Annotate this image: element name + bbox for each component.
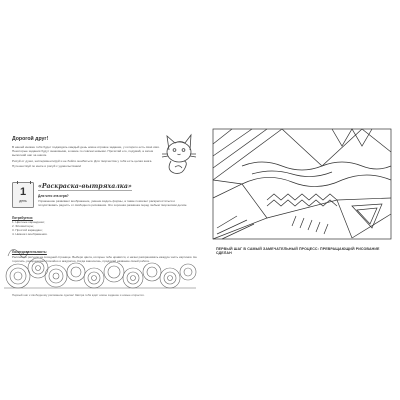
intro-paragraph: В нашей книжке тебя будет поджидать каждый день новое игровое задание, у которого есть своё имя. Некоторые задания будут знакомыми, а какие-то совсем новыми. Прочитай его, подумай, а затем выполняй шаг за шагом. xyxy=(12,145,160,158)
intro-text xyxy=(12,145,162,170)
day-number: 1 xyxy=(19,186,27,198)
day-badge xyxy=(12,182,34,208)
purpose-heading: Для чего эта игра? xyxy=(38,194,69,198)
right-page xyxy=(200,0,400,400)
day-label: день xyxy=(19,199,27,203)
coloring-page-illustration xyxy=(212,128,392,240)
list-item: 2. Фломастеры; xyxy=(12,223,34,228)
calendar-page-icon xyxy=(17,181,31,184)
steps-heading: Последовательность: xyxy=(12,250,47,254)
steps-text: Рассмотри рисунок на соседней странице. Выбери цвета, которые тебе нравятся, и начни раскрашивать каждую часть картинки. Не торопись, раскрашивай спокойно и аккуратно. Когда закончишь, придумай название своей работе. xyxy=(12,255,197,263)
cat-mascot-illustration xyxy=(160,128,198,176)
list-item: 1. Цветные карандаши; xyxy=(12,220,45,224)
list-item: 3. Простой карандаш; xyxy=(12,227,43,232)
materials-heading: Потребуется: xyxy=(12,216,33,220)
intro-paragraph: Рисуй от души, экспериментируй и не бойся ошибиться. Для творчества у тебя есть целая книга. xyxy=(12,158,153,163)
section-title: «Раскраска-вытряхалка» xyxy=(38,183,132,190)
greeting-heading: Дорогой друг! xyxy=(12,136,49,142)
swirl-circles-illustration xyxy=(0,232,200,298)
intro-paragraph: Путешествуй по книге и рисуй с удовольствием! xyxy=(12,164,82,169)
list-item: 4. Немного воображения. xyxy=(12,231,48,236)
page-caption: ПЕРВЫЙ ШАГ В САМЫЙ ЗАМЕЧАТЕЛЬНЫЙ ПРОЦЕСС: ПРЕВРАЩАЮЩИЙ РИСОВАНИЕ СДЕЛАН xyxy=(216,247,380,255)
purpose-text: Упражнение развивает воображение, умение видеть формы, а также помогает раскрепоститься и почувствовать радость от свободного рисования. Это хорошая разминка перед любым творческим делом. xyxy=(38,199,188,207)
footer-text: Первый шаг к свободному рисованию сделан! Завтра тебя ждёт новое задание и новые открытия. xyxy=(12,293,145,297)
